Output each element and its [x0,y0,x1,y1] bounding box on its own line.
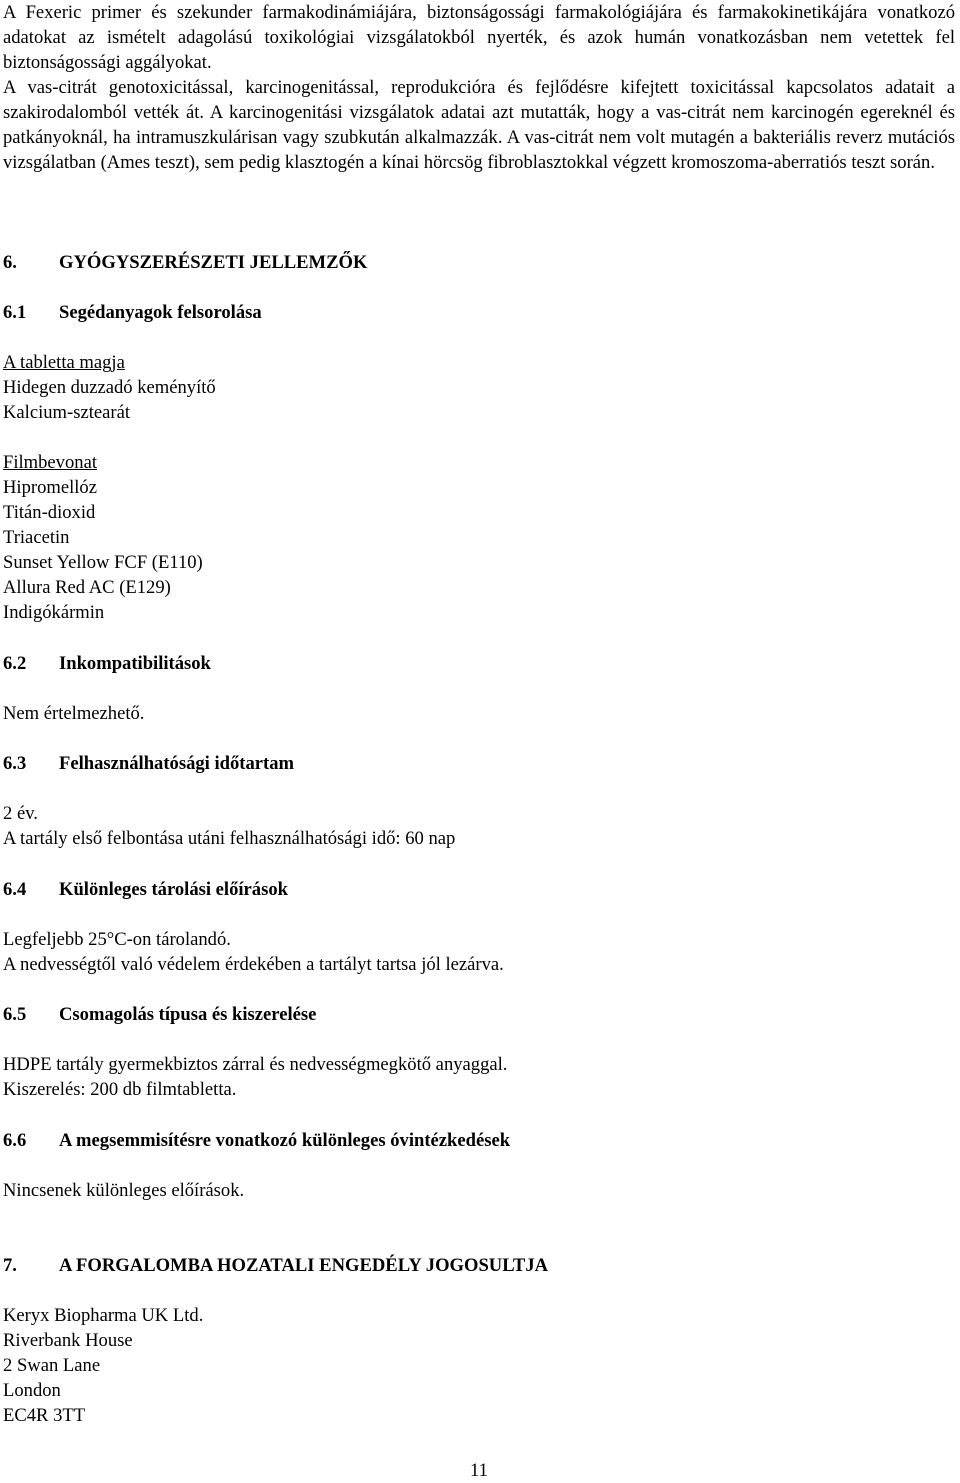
section-title: Inkompatibilitások [59,653,211,674]
section-text: Nincsenek különleges előírások. [3,1180,245,1201]
list-item: Titán-dioxid [3,502,96,523]
section-6-6-body [3,1178,955,1203]
section-title: Különleges tárolási előírások [59,879,288,900]
section-6-6 [3,1128,955,1153]
section-text: Nem értelmezhető. [3,703,145,724]
section-6-5 [3,1002,955,1027]
section-title: Segédanyagok felsorolása [59,302,262,323]
section-text: HDPE tartály gyermekbiztos zárral és nedvességmegkötő anyaggal. [3,1054,508,1075]
coat-excipients [3,450,955,625]
section-6-3 [3,751,955,776]
address-line: Riverbank House [3,1330,133,1351]
list-item: Kalcium-sztearát [3,402,130,423]
section-number: 6.5 [3,1004,27,1025]
section-title: Felhasználhatósági időtartam [59,753,295,774]
section-title: GYÓGYSZERÉSZETI JELLEMZŐK [59,252,368,273]
list-item: Allura Red AC (E129) [3,577,171,598]
section-title: A megsemmisítésre vonatkozó különleges óvintézkedések [59,1130,511,1151]
page-number: 11 [470,1460,488,1481]
intro-paragraph-2: A vas-citrát genotoxicitással, karcinogenitással, reprodukcióra és fejlődésre kifejtett toxicitással kapcsolatos adatait a szakirodalomból vették át. A karcinogenitási vizsgálatok adatai azt mutatták, hogy a vas-citrát nem karcinogén egereknél és patkányoknál, ha intramuszkulárisan vagy szubkután alkalmazzák. A vas-citrát nem volt mutagén a bakteriális reverz mutációs vizsgálatban (Ames teszt), sem pedig klasztogén a kínai hörcsög fibroblasztokkal végzett kromoszoma-aberratiós teszt során. [3,77,955,173]
list-item: Indigókármin [3,602,105,623]
section-6-2 [3,651,955,676]
section-number: 6. [3,252,17,273]
section-text: A nedvességtől való védelem érdekében a tartályt tartsa jól lezárva. [3,954,504,975]
section-text: Kiszerelés: 200 db filmtabletta. [3,1079,237,1100]
section-6-5-body [3,1052,955,1102]
intro-block [3,0,955,175]
address-line: EC4R 3TT [3,1405,86,1426]
intro-paragraph-1: A Fexeric primer és szekunder farmakodinámiájára, biztonságossági farmakológiájára és farmakokinetikájára vonatkozó adatokat az ismételt adagolású toxikológiai vizsgálatokból nyerték, és azok humán vonatkozásban nem vetettek fel biztonságossági aggályokat. [3,2,955,73]
coat-label: Filmbevonat [3,452,97,473]
list-item: Hipromellóz [3,477,97,498]
address-line: 2 Swan Lane [3,1355,101,1376]
section-6-4-body [3,927,955,977]
address-line: London [3,1380,61,1401]
core-label: A tabletta magja [3,352,125,373]
section-number: 6.1 [3,302,27,323]
list-item: Sunset Yellow FCF (E110) [3,552,203,573]
section-number: 6.6 [3,1130,27,1151]
section-title: A FORGALOMBA HOZATALI ENGEDÉLY JOGOSULTJA [59,1255,549,1276]
section-6-1 [3,300,955,325]
section-title: Csomagolás típusa és kiszerelése [59,1004,317,1025]
section-6-4 [3,877,955,902]
holder-address [3,1303,955,1428]
section-6-heading [3,250,955,275]
section-number: 7. [3,1255,17,1276]
section-number: 6.3 [3,753,27,774]
section-6-2-body [3,701,955,726]
section-6-3-body [3,801,955,851]
list-item: Triacetin [3,527,70,548]
section-text: Legfeljebb 25°C-on tárolandó. [3,929,231,950]
section-text: A tartály első felbontása utáni felhasználhatósági idő: 60 nap [3,828,456,849]
section-text: 2 év. [3,803,38,824]
address-line: Keryx Biopharma UK Ltd. [3,1305,204,1326]
section-number: 6.2 [3,653,27,674]
section-number: 6.4 [3,879,27,900]
core-excipients [3,350,955,425]
section-7-heading [3,1253,955,1278]
list-item: Hidegen duzzadó keményítő [3,377,216,398]
